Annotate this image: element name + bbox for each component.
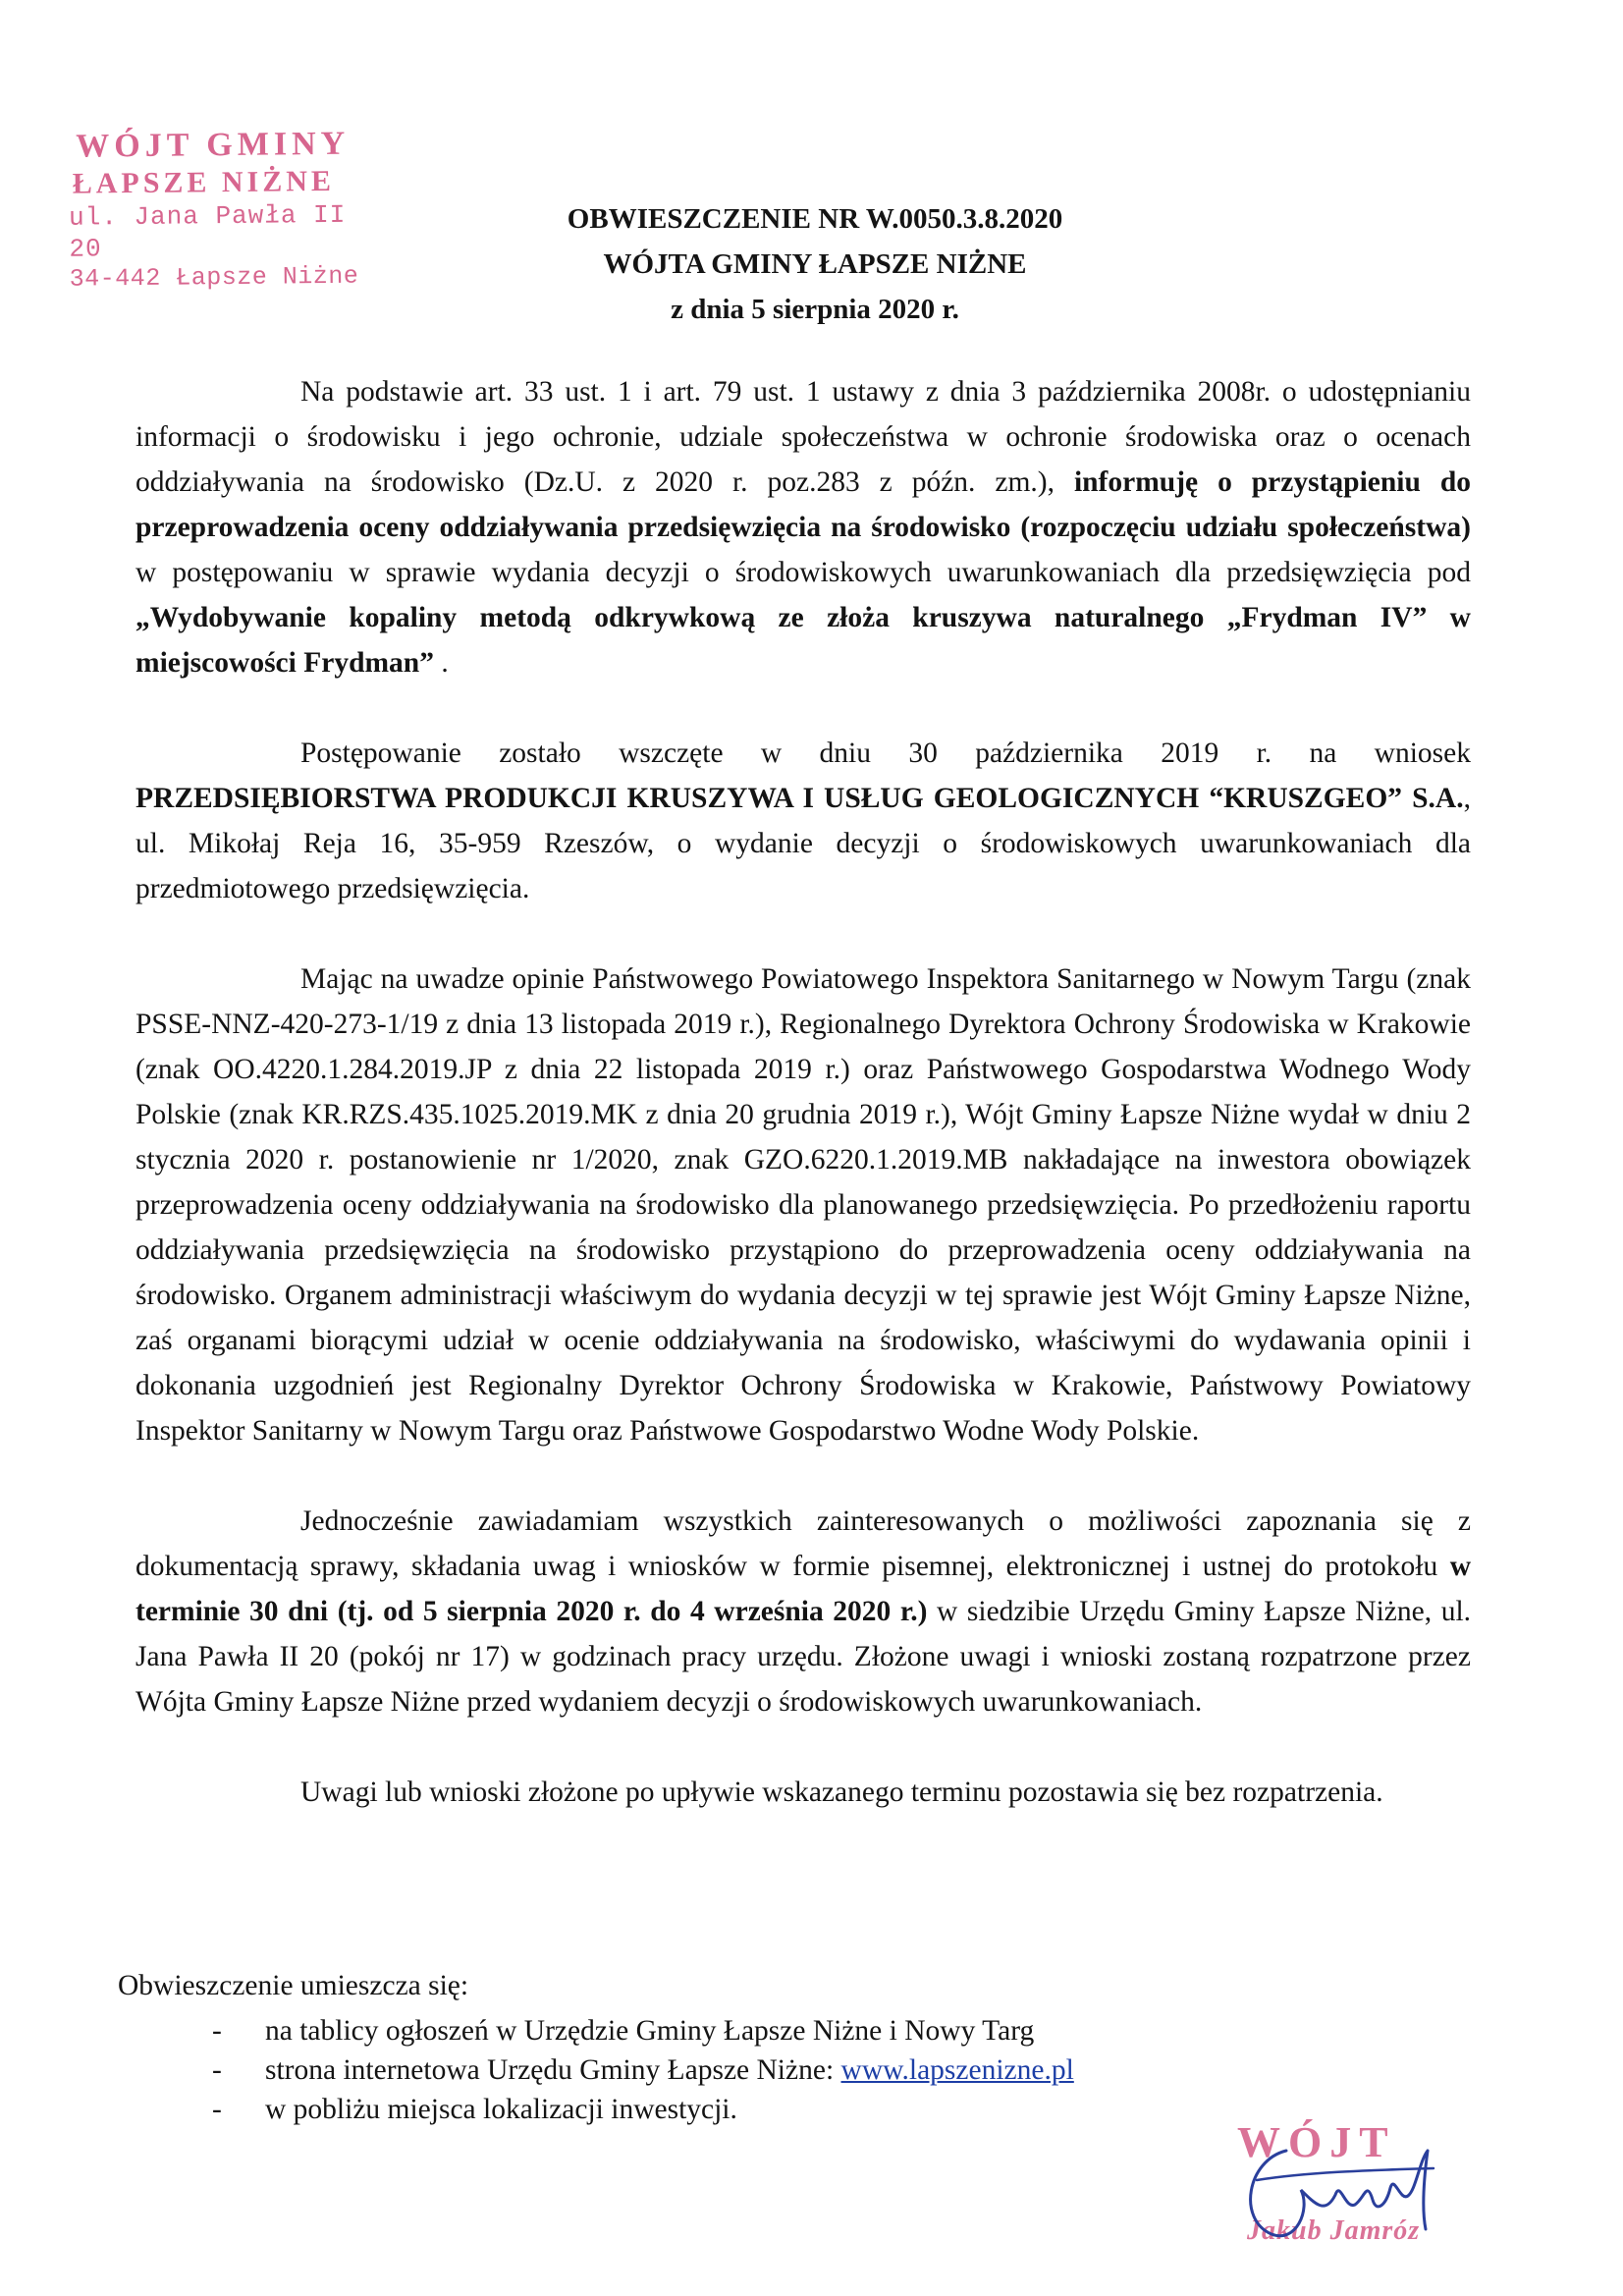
paragraph-legal-basis <box>135 369 1471 685</box>
website-link[interactable]: www.lapszenizne.pl <box>840 2054 1074 2086</box>
document-header <box>471 196 1159 332</box>
dash-bullet: - <box>212 2054 222 2086</box>
office-stamp <box>68 124 394 294</box>
paragraph-late-submissions: Uwagi lub wnioski złożone po upływie wskazanego terminu pozostawia się bez rozpatrzenia. <box>300 1777 1383 1808</box>
p1-text-c: w postępowaniu w sprawie wydania decyzji o środowiskowych uwarunkowaniach dla przedsięwzięcia pod <box>135 557 1471 588</box>
document-date: z dnia 5 sierpnia 2020 r. <box>671 294 959 325</box>
p1-bold-info: informuję o przystąpieniu do przeprowadzenia oceny oddziaływania przedsięwzięcia na środowisko (rozpoczęciu udziału społeczeństwa) <box>135 466 1471 543</box>
p4-text-c: w siedzibie Urzędu Gminy Łapsze Niżne, ul. Jana Pawła II 20 (pokój nr 17) w godzinach pracy urzędu. Złożone uwagi i wnioski zostaną rozpatrzone przez Wójta Gminy Łapsze Niżne przed wydaniem decyzji o środowiskowych uwarunkowaniach. <box>135 1596 1472 1718</box>
placement-item-board: na tablicy ogłoszeń w Urzędzie Gminy Łapsze Niżne i Nowy Targ <box>265 2015 1035 2047</box>
p4-deadline: w terminie 30 dni (tj. od 5 sierpnia 2020 r. do 4 września 2020 r.) <box>135 1551 1471 1627</box>
p2-text-c: , ul. Mikołaj Reja 16, 35-959 Rzeszów, o wydanie decyzji o środowiskowych uwarunkowaniach dla przedmiotowego przedsięwzięcia. <box>135 783 1471 904</box>
paragraph-notification <box>135 1499 1471 1724</box>
placement-list <box>118 2011 1394 2129</box>
stamp-line-municipality: ŁAPSZE NIŻNE <box>72 164 336 200</box>
paragraph-proceedings <box>135 731 1471 911</box>
dash-bullet: - <box>212 2094 222 2125</box>
list-item <box>118 2090 1394 2129</box>
placement-section <box>118 1966 1394 2129</box>
p1-text-a: Na podstawie art. 33 ust. 1 i art. 79 ust. 1 ustawy z dnia 3 października 2008r. o udostępnianiu informacji o środowisku i jego ochronie, udziale społeczeństwa w ochronie środowiska oraz o ocenach oddziaływania na środowisko (Dz.U. z 2020 r. poz.283 z późn. zm.), <box>135 376 1471 498</box>
placement-item-website-label: strona internetowa Urzędu Gminy Łapsze Niżne: <box>265 2054 835 2086</box>
p1-project-name: „Wydobywanie kopaliny metodą odkrywkową ze złoża kruszywa naturalnego „Frydman IV” w miejscowości Frydman” <box>135 602 1471 679</box>
signature-stroke <box>1251 2151 1428 2236</box>
document-title: OBWIESZCZENIE NR W.0050.3.8.2020 <box>567 203 1063 235</box>
p1-text-e: . <box>441 647 449 679</box>
signature-stroke <box>1257 2168 1434 2180</box>
placement-item-site: w pobliżu miejsca lokalizacji inwestycji. <box>265 2094 737 2125</box>
stamp-line-title: WÓJT GMINY <box>76 125 351 165</box>
dash-bullet: - <box>212 2015 222 2047</box>
paragraph-opinions: Mając na uwadze opinie Państwowego Powiatowego Inspektora Sanitarnego w Nowym Targu (znak PSSE-NNZ-420-273-1/19 z dnia 13 listopada 2019 r.), Regionalnego Dyrektora Ochrony Środowiska w Krakowie (znak OO.4220.1.284.2019.JP z dnia 22 listopada 2019 r.) oraz Państwowego Gospodarstwa Wodnego Wody Polskie (znak KR.RZS.435.1025.2019.MK z dnia 20 grudnia 2019 r.), Wójt Gminy Łapsze Niżne wydał w dniu 2 stycznia 2020 r. postanowienie nr 1/2020, znak GZO.6220.1.2019.MB nakładające na inwestora obowiązek przeprowadzenia oceny oddziaływania na środowisko dla planowanego przedsięwzięcia. Po przedłożeniu raportu oddziaływania przedsięwzięcia na środowisko przystąpiono do przeprowadzenia oceny oddziaływania na środowisko. Organem administracji właściwym do wydania decyzji w tej sprawie jest Wójt Gminy Łapsze Niżne, zaś organami biorącymi udział w ocenie oddziaływania na środowisko, właściwymi do wydawania opinii i dokonania uzgodnień jest Regionalny Dyrektor Ochrony Środowiska w Krakowie, Państwowy Powiatowy Inspektor Sanitarny w Nowym Targu oraz Państwowe Gospodarstwo Wodne Wody Polskie. <box>135 963 1471 1447</box>
signature-stamp-title: WÓJT <box>1237 2118 1396 2166</box>
placement-intro: Obwieszczenie umieszcza się: <box>118 1970 469 2001</box>
list-item <box>118 2050 1394 2090</box>
p2-text-a: Postępowanie zostało wszczęte w dniu 30 października 2019 r. na wniosek <box>300 738 1471 769</box>
stamp-line-street: ul. Jana Pawła II 20 <box>68 199 347 264</box>
signature-stamp <box>1217 2111 1473 2259</box>
list-item <box>118 2011 1394 2050</box>
document-body <box>135 369 1471 1815</box>
p4-text-a: Jednocześnie zawiadamiam wszystkich zainteresowanych o możliwości zapoznania się z dokumentacją sprawy, składania uwag i wniosków w formie pisemnej, elektronicznej i ustnej do protokołu <box>135 1505 1471 1582</box>
signature-stamp-name: Jakub Jamróz <box>1247 2215 1421 2246</box>
stamp-line-postal: 34-442 Łapsze Niżne <box>69 261 359 294</box>
p2-applicant: PRZEDSIĘBIORSTWA PRODUKCJI KRUSZYWA I USŁUG GEOLOGICZNYCH “KRUSZGEO” S.A. <box>135 783 1464 814</box>
handwritten-signature <box>1217 2111 1473 2259</box>
document-subtitle: WÓJTA GMINY ŁAPSZE NIŻNE <box>603 248 1027 280</box>
